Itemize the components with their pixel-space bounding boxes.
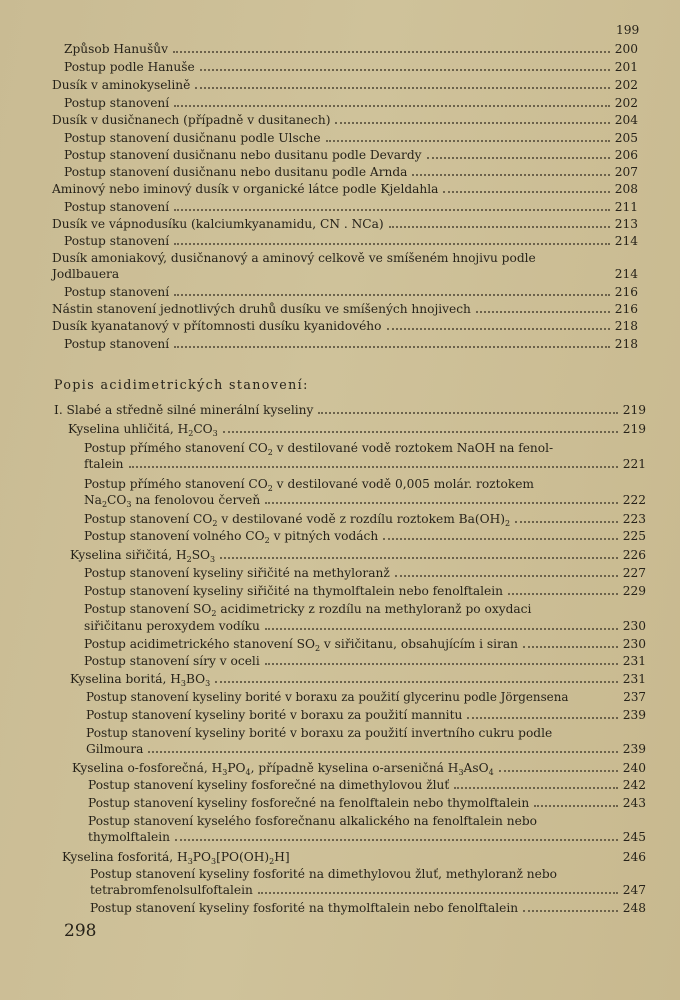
- toc-entry-page: 218: [614, 319, 638, 333]
- toc-entry: [88, 795, 646, 812]
- toc-entry: [52, 112, 638, 129]
- dot-leader: [174, 105, 610, 107]
- toc-entry: [84, 528, 646, 545]
- toc-entry-page: 231: [622, 672, 646, 686]
- toc-entry-title: Dusík amoniakový, dusičnanový a aminový celkově ve smíšeném hnojivu podle: [52, 251, 536, 265]
- dot-leader: [258, 892, 618, 894]
- toc-entry-page: 213: [614, 217, 638, 231]
- page-number: 298: [64, 921, 97, 941]
- toc-entry-page: 214: [614, 234, 638, 248]
- toc-entry-title: Postup stanovení kyseliny fosforité na dimethylovou žluť, methyloranž nebo: [90, 867, 558, 881]
- toc-entry-page: 243: [622, 796, 646, 810]
- toc-entry-page: 248: [622, 901, 646, 915]
- toc-entry-page: 229: [622, 584, 646, 598]
- toc-entry-page: 222: [622, 493, 646, 507]
- toc-entry: [64, 147, 638, 164]
- toc-entry-page: 200: [614, 42, 638, 56]
- toc-entry: [68, 421, 646, 438]
- dot-leader: [443, 191, 609, 193]
- toc-entry-page: 231: [622, 654, 646, 668]
- toc-entry-title: Jodlbauera: [52, 267, 120, 281]
- dot-leader: [499, 770, 618, 772]
- toc-entry-title: Kyselina boritá, $H_3BO_3$: [70, 672, 211, 688]
- toc-entry-title: Postup stanovení: [64, 96, 170, 110]
- toc-entry: [88, 777, 646, 794]
- toc-entry: [86, 707, 646, 724]
- toc-entry: [86, 741, 646, 758]
- dot-leader: [175, 839, 618, 841]
- toc-entry: [90, 900, 646, 917]
- dot-leader: [523, 646, 618, 648]
- toc-entry: [52, 77, 638, 94]
- dot-leader: [173, 51, 610, 53]
- toc-entry: [90, 882, 646, 899]
- dot-leader: [476, 311, 610, 313]
- dot-leader: [387, 328, 610, 330]
- dot-leader: [335, 122, 609, 124]
- dot-leader: [534, 805, 618, 807]
- toc-entry-title: Postup stanovení: [64, 200, 170, 214]
- dot-leader: [174, 346, 610, 348]
- toc-entry-page: 216: [614, 302, 638, 316]
- dot-leader: [508, 593, 618, 595]
- toc-entry-page: 245: [622, 830, 646, 844]
- toc-entry-page: 219: [622, 403, 646, 417]
- toc-entry-title: Postup stanovení kyseliny siřičité na methyloranž: [84, 566, 390, 580]
- toc-entry-page: 205: [614, 131, 638, 145]
- toc-entry: [84, 565, 646, 582]
- toc-entry-title: Dusík ve vápnodusíku (kalciumkyanamidu, CN . NCa): [52, 217, 384, 231]
- toc-page-number: 199: [616, 23, 640, 37]
- dot-leader: [195, 87, 609, 89]
- dot-leader: [200, 69, 610, 71]
- toc-entry-page: 237: [623, 690, 646, 704]
- toc-entry-page: 239: [622, 708, 646, 722]
- toc-entry: [52, 266, 638, 283]
- toc-entry-page: 218: [614, 337, 638, 351]
- toc-entry-title: Postup přímého stanovení $CO_2$ v destilované vodě roztokem NaOH na fenol-: [84, 441, 554, 457]
- dot-leader: [515, 521, 618, 523]
- toc-entry-page: 223: [622, 512, 646, 526]
- dot-leader: [265, 502, 618, 504]
- toc-entry: [64, 59, 638, 76]
- toc-entry-page: 204: [614, 113, 638, 127]
- dot-leader: [318, 412, 617, 414]
- toc-entry: [64, 233, 638, 250]
- dot-leader: [427, 157, 610, 159]
- toc-entry: [84, 653, 646, 670]
- toc-entry-title: thymolftalein: [88, 830, 170, 844]
- toc-entry-title: Nástin stanovení jednotlivých druhů dusíku ve smíšených hnojivech: [52, 302, 471, 316]
- toc-entry-title: Postup stanovení kyseliny fosforečné na dimethylovou žluť: [88, 778, 450, 792]
- toc-entry-page: 206: [614, 148, 638, 162]
- toc-entry-page: 230: [622, 637, 646, 651]
- toc-entry: [88, 829, 646, 846]
- toc-entry-title: Postup podle Hanuše: [64, 60, 195, 74]
- toc-entry-page: 240: [622, 761, 646, 775]
- toc-entry-title: Gilmoura: [86, 742, 144, 756]
- toc-entry-page: 211: [614, 200, 638, 214]
- toc-entry-title: Postup stanovení $SO_2$ acidimetricky z rozdílu na methyloranž po oxydaci: [84, 602, 532, 618]
- toc-entry: [64, 164, 638, 181]
- dot-leader: [174, 209, 610, 211]
- toc-entry: [84, 492, 646, 509]
- dot-leader: [389, 226, 610, 228]
- toc-entry: [64, 130, 638, 147]
- dot-leader: [265, 663, 618, 665]
- toc-entry-title: Dusík v dusičnanech (případně v dusitanech): [52, 113, 331, 127]
- toc-entry: [86, 689, 646, 706]
- toc-entry: [64, 336, 638, 353]
- toc-entry-title: Postup stanovení dusičnanu podle Ulsche: [64, 131, 321, 145]
- toc-entry-page: 221: [622, 457, 646, 471]
- toc-entry: [84, 618, 646, 635]
- toc-entry-title: Dusík kyanatanový v přítomnosti dusíku kyanidového: [52, 319, 382, 333]
- toc-entry-page: 226: [622, 548, 646, 562]
- toc-entry-page: 230: [622, 619, 646, 633]
- toc-entry-title: Postup stanovení síry v oceli: [84, 654, 260, 668]
- toc-entry-title: Postup přímého stanovení $CO_2$ v destilované vodě 0,005 molár. roztokem: [84, 477, 534, 493]
- toc-entry: [64, 95, 638, 112]
- dot-leader: [326, 140, 610, 142]
- toc-entry: [84, 511, 646, 528]
- dot-leader: [223, 431, 618, 433]
- toc-entry-title: Postup stanovení: [64, 337, 170, 351]
- toc-entry-title: Kyselina o-fosforečná, $H_3PO_4$, případně kyselina o-arseničná $H_3AsO_4$: [72, 761, 494, 777]
- toc-entry-title: Kyselina siřičitá, $H_2SO_3$: [70, 548, 216, 564]
- toc-entry-title: Postup acidimetrického stanovení $SO_2$ v siřičitanu, obsahujícím i siran: [84, 637, 518, 653]
- toc-entry-title: Kyselina uhličitá, $H_2CO_3$: [68, 422, 218, 438]
- toc-entry-page: 216: [614, 285, 638, 299]
- toc-entry-title: Postup stanovení kyseliny fosforečné na fenolftalein nebo thymolftalein: [88, 796, 530, 810]
- toc-entry: [52, 318, 638, 335]
- toc-entry-title: Postup stanovení volného $CO_2$ v pitných vodách: [84, 529, 379, 545]
- toc-entry-title: tetrabromfenolsulfoftalein: [90, 883, 253, 897]
- toc-entry-page: 219: [622, 422, 646, 436]
- toc-entry-page: 214: [614, 267, 638, 281]
- toc-entry-page: 242: [622, 778, 646, 792]
- toc-entry: [70, 671, 646, 688]
- toc-entry-page: 202: [614, 78, 638, 92]
- toc-entry: [64, 199, 638, 216]
- toc-entry: [62, 849, 646, 866]
- toc-entry-title: Postup stanovení kyseliny borité v boraxu za použití invertního cukru podle: [86, 726, 553, 740]
- toc-entry: [52, 181, 638, 198]
- toc-entry: [64, 284, 638, 301]
- toc-entry-page: 247: [622, 883, 646, 897]
- toc-entry-title: Dusík v aminokyselině: [52, 78, 191, 92]
- dot-leader: [265, 628, 618, 630]
- toc-entry-page: 208: [614, 182, 638, 196]
- toc-entry-title: Aminový nebo iminový dusík v organické látce podle Kjeldahla: [52, 182, 439, 196]
- toc-entry-page: 246: [622, 850, 646, 864]
- toc-entry-title: Postup stanovení kyseliny fosforité na thymolftalein nebo fenolftalein: [90, 901, 519, 915]
- toc-entry-page: 227: [622, 566, 646, 580]
- toc-entry-page: 239: [622, 742, 646, 756]
- dot-leader: [383, 538, 618, 540]
- dot-leader: [220, 557, 618, 559]
- dot-leader: [129, 466, 618, 468]
- dot-leader: [467, 717, 617, 719]
- dot-leader: [215, 681, 617, 683]
- toc-entry-title: Postup stanovení kyselého fosforečnanu alkalického na fenolftalein nebo: [88, 814, 537, 828]
- toc-entry-title: Postup stanovení dusičnanu nebo dusitanu podle Devardy: [64, 148, 422, 162]
- toc-entry-title: Postup stanovení kyseliny borité v boraxu za použití glycerinu podle Jörgensena: [86, 690, 569, 704]
- toc-entry: [72, 760, 646, 777]
- dot-leader: [148, 751, 617, 753]
- toc-entry: [70, 547, 646, 564]
- dot-leader: [395, 575, 618, 577]
- toc-entry-title: I. Slabé a středně silné minerální kyseliny: [54, 403, 314, 417]
- toc-entry-page: 207: [614, 165, 638, 179]
- toc-entry-page: 202: [614, 96, 638, 110]
- dot-leader: [523, 910, 618, 912]
- toc-entry: [54, 402, 646, 419]
- toc-entry-title: Kyselina fosforitá, $H_3PO_3[PO(OH)_2H]$: [62, 850, 290, 866]
- toc-entry: [84, 636, 646, 653]
- toc-entry: [52, 216, 638, 233]
- dot-leader: [174, 294, 610, 296]
- toc-entry-title: siřičitanu peroxydem vodíku: [84, 619, 260, 633]
- dot-leader: [412, 174, 609, 176]
- toc-entry-title: $Na_2CO_3$ na fenolovou červeň: [84, 493, 261, 509]
- toc-entry: [52, 301, 638, 318]
- toc-entry-title: Postup stanovení kyseliny borité v boraxu za použití mannitu: [86, 708, 463, 722]
- toc-entry-title: Postup stanovení: [64, 285, 170, 299]
- toc-entry-title: ftalein: [84, 457, 124, 471]
- section-heading: Popis acidimetrických stanovení:: [54, 377, 309, 392]
- toc-entry-page: 225: [622, 529, 646, 543]
- toc-entry: [84, 583, 646, 600]
- toc-entry-title: Postup stanovení kyseliny siřičité na thymolftalein nebo fenolftalein: [84, 584, 504, 598]
- toc-entry-title: Způsob Hanušův: [64, 42, 168, 56]
- toc-entry-page: 201: [614, 60, 638, 74]
- toc-entry-title: Postup stanovení: [64, 234, 170, 248]
- toc-entry-title: Postup stanovení dusičnanu nebo dusitanu podle Arnda: [64, 165, 408, 179]
- dot-leader: [174, 243, 610, 245]
- dot-leader: [454, 787, 617, 789]
- toc-entry-title: Postup stanovení $CO_2$ v destilované vodě z rozdílu roztokem $Ba(OH)_2$: [84, 512, 511, 528]
- toc-entry: [64, 41, 638, 58]
- toc-entry: [84, 456, 646, 473]
